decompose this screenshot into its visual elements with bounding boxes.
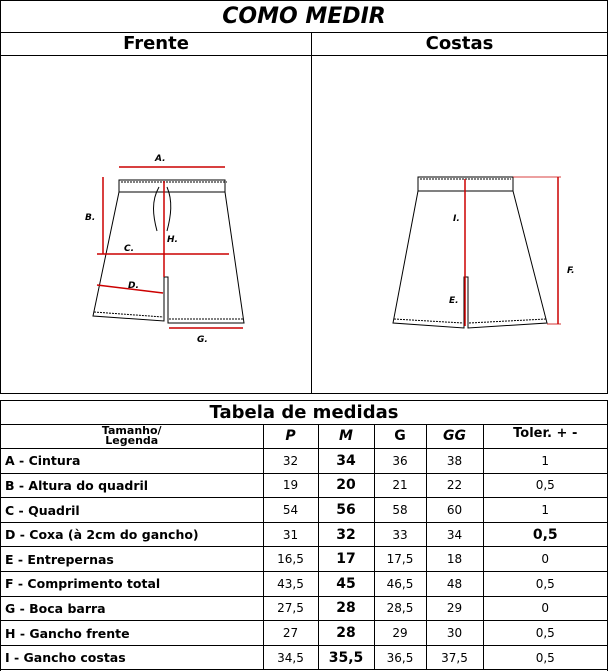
table-row: D - Coxa (à 2cm do gancho) 31 32 33 34 0,5 — [1, 522, 607, 547]
back-shorts-drawing — [393, 177, 547, 328]
size-table-panel — [0, 400, 608, 671]
label-d: D. — [128, 281, 139, 291]
label-i: I. — [453, 214, 460, 224]
measurement-diagram — [1, 1, 607, 393]
table-header-row — [1, 424, 607, 449]
tolerance-header: Toler. + - — [483, 424, 607, 449]
size-header-p: P — [263, 424, 318, 449]
size-table — [1, 424, 607, 670]
front-shorts-drawing — [93, 180, 244, 323]
label-c: C. — [124, 244, 135, 254]
front-label: Frente — [1, 33, 312, 56]
legend-header: Tamanho/ Legenda — [1, 424, 263, 449]
label-a: A. — [155, 154, 166, 164]
label-b: B. — [85, 213, 96, 223]
back-label: Costas — [312, 33, 607, 56]
label-h: H. — [167, 235, 178, 245]
table-row: E - Entrepernas 16,5 17 17,5 18 0 — [1, 547, 607, 572]
table-row: G - Boca barra 27,5 28 28,5 29 0 — [1, 596, 607, 621]
table-row: H - Gancho frente 27 28 29 30 0,5 — [1, 621, 607, 646]
size-header-gg: GG — [426, 424, 483, 449]
table-row: C - Quadril 54 56 58 60 1 — [1, 498, 607, 523]
table-row: F - Comprimento total 43,5 45 46,5 48 0,5 — [1, 572, 607, 597]
table-row: I - Gancho costas 34,5 35,5 36,5 37,5 0,5 — [1, 645, 607, 670]
table-title: Tabela de medidas — [1, 401, 607, 425]
size-header-m: M — [318, 424, 374, 449]
label-f: F. — [567, 266, 575, 276]
label-e: E. — [449, 296, 459, 306]
table-row: A - Cintura 32 34 36 38 1 — [1, 449, 607, 474]
size-header-g: G — [374, 424, 426, 449]
table-row: B - Altura do quadril 19 20 21 22 0,5 — [1, 473, 607, 498]
label-g: G. — [197, 335, 208, 345]
page-title: COMO MEDIR — [1, 1, 607, 33]
